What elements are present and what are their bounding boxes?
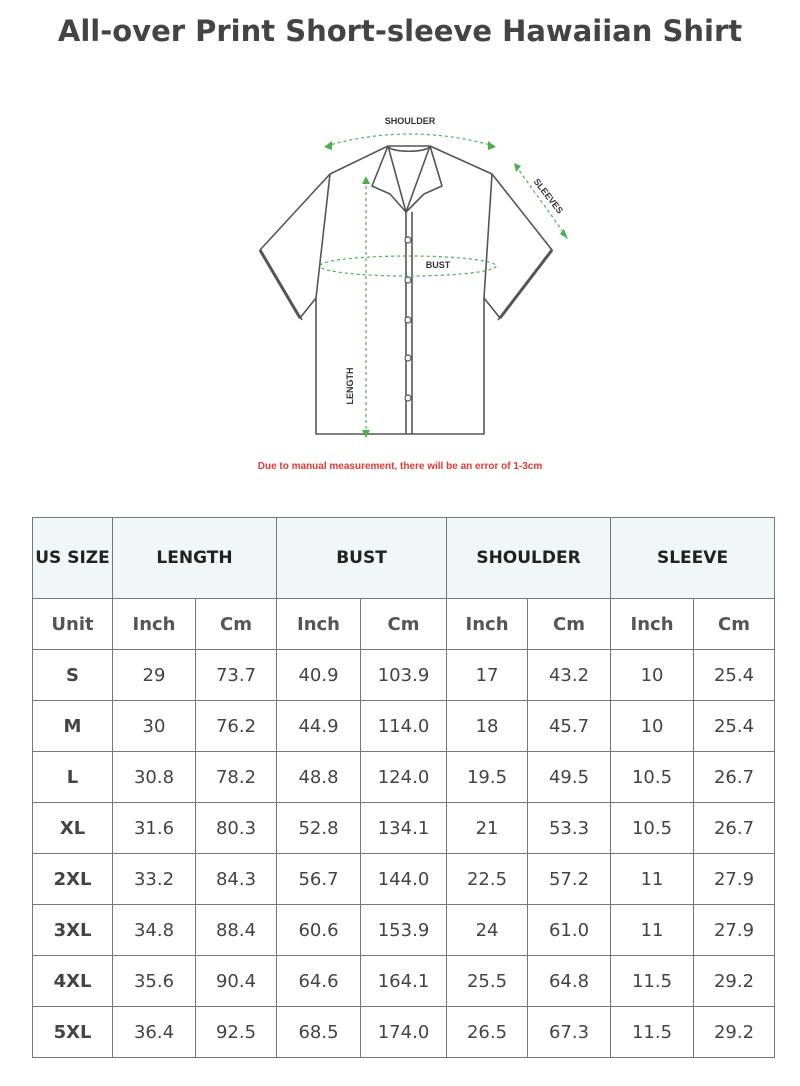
measurement-cell: 88.4 [196, 905, 277, 956]
measurement-cell: 29.2 [694, 956, 775, 1007]
unit-row [33, 599, 775, 650]
size-chart-table [32, 517, 775, 1058]
measurement-cell: 80.3 [196, 803, 277, 854]
measurement-cell: 34.8 [113, 905, 196, 956]
table-row [33, 854, 775, 905]
bust-label: BUST [425, 260, 451, 270]
measurement-cell: 26.7 [694, 803, 775, 854]
measurement-cell: 56.7 [277, 854, 361, 905]
measurement-cell: 10.5 [611, 752, 694, 803]
measurement-cell: 40.9 [277, 650, 361, 701]
size-cell: L [33, 752, 113, 803]
table-row [33, 803, 775, 854]
size-cell: 4XL [33, 956, 113, 1007]
measurement-cell: 90.4 [196, 956, 277, 1007]
length-label: LENGTH [345, 367, 355, 405]
measurement-note: Due to manual measurement, there will be an error of 1-3cm [257, 461, 543, 472]
measurement-cell: 29.2 [694, 1007, 775, 1058]
measurement-cell: 35.6 [113, 956, 196, 1007]
unit-label: Unit [33, 599, 113, 650]
sleeves-label: SLEEVES [531, 176, 566, 216]
measurement-cell: 49.5 [528, 752, 611, 803]
unit-cell: Cm [528, 599, 611, 650]
measurement-cell: 11.5 [611, 956, 694, 1007]
measurement-cell: 36.4 [113, 1007, 196, 1058]
measurement-cell: 33.2 [113, 854, 196, 905]
measurement-cell: 24 [447, 905, 528, 956]
measurement-cell: 27.9 [694, 905, 775, 956]
shoulder-header: SHOULDER [447, 518, 611, 599]
table-row [33, 905, 775, 956]
measurement-cell: 60.6 [277, 905, 361, 956]
measurement-cell: 21 [447, 803, 528, 854]
table-row [33, 956, 775, 1007]
measurement-cell: 19.5 [447, 752, 528, 803]
shirt-outline [260, 146, 552, 434]
table-row [33, 1007, 775, 1058]
size-cell: 3XL [33, 905, 113, 956]
measurement-cell: 25.4 [694, 701, 775, 752]
measurement-cell: 57.2 [528, 854, 611, 905]
measurement-cell: 30 [113, 701, 196, 752]
measure-arrows [324, 141, 568, 438]
measurement-cell: 11.5 [611, 1007, 694, 1058]
measurement-cell: 134.1 [361, 803, 447, 854]
shirt-measurement-diagram [240, 108, 570, 448]
measurement-cell: 30.8 [113, 752, 196, 803]
measurement-cell: 10.5 [611, 803, 694, 854]
measurement-cell: 26.5 [447, 1007, 528, 1058]
size-cell: 2XL [33, 854, 113, 905]
measurement-cell: 64.8 [528, 956, 611, 1007]
table-header-row [33, 518, 775, 599]
measurement-cell: 103.9 [361, 650, 447, 701]
size-cell: S [33, 650, 113, 701]
bust-header: BUST [277, 518, 447, 599]
measurement-cell: 174.0 [361, 1007, 447, 1058]
unit-cell: Cm [196, 599, 277, 650]
measurement-cell: 22.5 [447, 854, 528, 905]
unit-cell: Inch [611, 599, 694, 650]
measurement-cell: 78.2 [196, 752, 277, 803]
unit-cell: Inch [277, 599, 361, 650]
measurement-cell: 31.6 [113, 803, 196, 854]
unit-cell: Cm [694, 599, 775, 650]
measurement-cell: 153.9 [361, 905, 447, 956]
measurement-cell: 164.1 [361, 956, 447, 1007]
measurement-cell: 45.7 [528, 701, 611, 752]
measurement-cell: 43.2 [528, 650, 611, 701]
length-header: LENGTH [113, 518, 277, 599]
measurement-cell: 64.6 [277, 956, 361, 1007]
measurement-cell: 17 [447, 650, 528, 701]
shoulder-label: SHOULDER [384, 116, 436, 126]
size-header: US SIZE [33, 518, 113, 599]
unit-cell: Cm [361, 599, 447, 650]
measurement-cell: 84.3 [196, 854, 277, 905]
measurement-cell: 61.0 [528, 905, 611, 956]
size-cell: M [33, 701, 113, 752]
sleeve-header: SLEEVE [611, 518, 775, 599]
measurement-cell: 92.5 [196, 1007, 277, 1058]
table-row [33, 752, 775, 803]
unit-cell: Inch [113, 599, 196, 650]
measurement-cell: 44.9 [277, 701, 361, 752]
measurement-cell: 11 [611, 854, 694, 905]
measurement-cell: 53.3 [528, 803, 611, 854]
measurement-cell: 73.7 [196, 650, 277, 701]
measurement-cell: 48.8 [277, 752, 361, 803]
measurement-cell: 124.0 [361, 752, 447, 803]
measurement-cell: 68.5 [277, 1007, 361, 1058]
table-row [33, 701, 775, 752]
measurement-cell: 18 [447, 701, 528, 752]
size-cell: 5XL [33, 1007, 113, 1058]
measurement-cell: 10 [611, 701, 694, 752]
measurement-cell: 144.0 [361, 854, 447, 905]
measurement-cell: 76.2 [196, 701, 277, 752]
measurement-cell: 11 [611, 905, 694, 956]
table-row [33, 650, 775, 701]
measurement-cell: 25.4 [694, 650, 775, 701]
measurement-cell: 114.0 [361, 701, 447, 752]
unit-cell: Inch [447, 599, 528, 650]
measurement-cell: 52.8 [277, 803, 361, 854]
measure-lines [320, 134, 566, 434]
measurement-cell: 10 [611, 650, 694, 701]
measurement-cell: 67.3 [528, 1007, 611, 1058]
measurement-cell: 27.9 [694, 854, 775, 905]
size-cell: XL [33, 803, 113, 854]
page-title: All-over Print Short-sleeve Hawaiian Shirt [57, 14, 743, 48]
measurement-cell: 25.5 [447, 956, 528, 1007]
measurement-cell: 26.7 [694, 752, 775, 803]
measurement-cell: 29 [113, 650, 196, 701]
